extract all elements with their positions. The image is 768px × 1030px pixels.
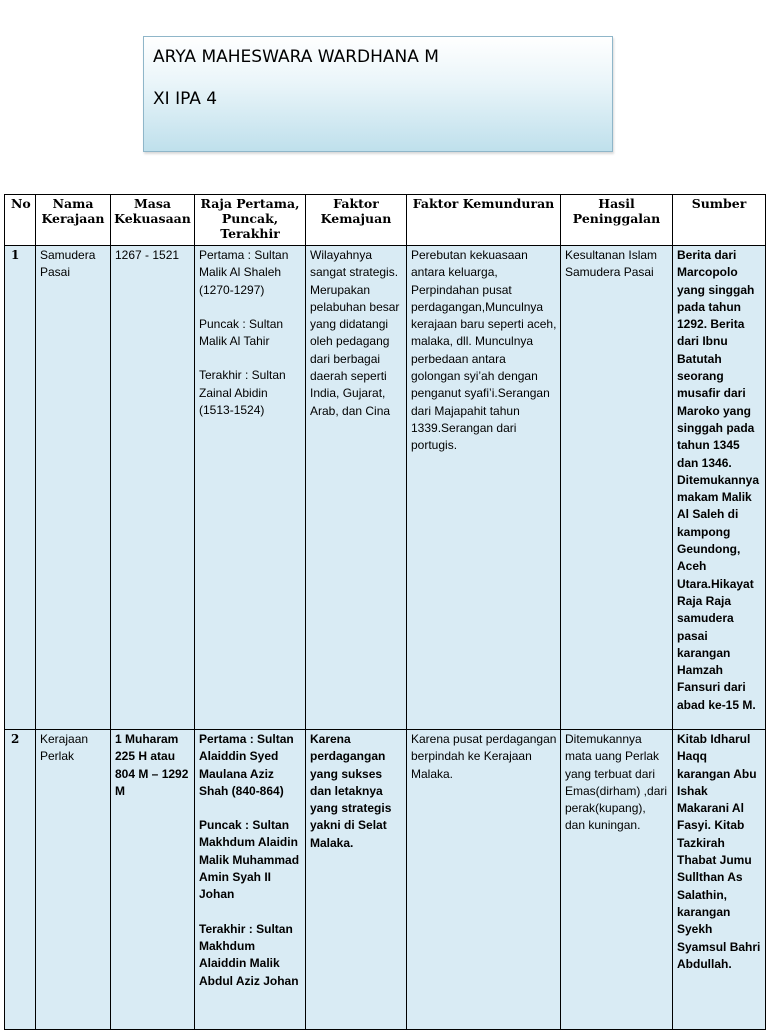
kingdom-table xyxy=(4,194,766,1030)
row-masa: 1267 - 1521 xyxy=(111,246,195,730)
raja-puncak: Puncak : Sultan Malik Al Tahir xyxy=(199,316,284,349)
raja-pertama: Pertama : Sultan Malik Al Shaleh (1270-1297) xyxy=(199,248,289,297)
col-header-sumber: Sumber xyxy=(673,195,766,246)
row-raja xyxy=(195,730,306,1030)
table-header-row xyxy=(5,195,766,246)
raja-pertama: Pertama : Sultan Alaiddin Syed Maulana Aziz Shah (840-864) xyxy=(199,732,294,798)
raja-terakhir: Terakhir : Sultan Makhdum Alaiddin Malik Abdul Aziz Johan xyxy=(199,921,299,988)
row-no: 1 xyxy=(5,246,36,730)
row-kemajuan: Karena perdagangan yang sukses dan letaknya yang strategis yakni di Selat Malaka. xyxy=(306,730,407,1030)
col-header-nama: Nama Kerajaan xyxy=(36,195,111,246)
row-nama: Samudera Pasai xyxy=(36,246,111,730)
col-header-peninggalan: Hasil Peninggalan xyxy=(561,195,673,246)
raja-terakhir: Terakhir : Sultan Zainal Abidin (1513-1524) xyxy=(199,368,286,418)
student-name: ARYA MAHESWARA WARDHANA M xyxy=(153,47,439,67)
col-header-kemajuan: Faktor Kemajuan xyxy=(306,195,407,246)
col-header-masa: Masa Kekuasaan xyxy=(111,195,195,246)
col-header-no: No xyxy=(5,195,36,246)
row-no: 2 xyxy=(5,730,36,1030)
student-class: XI IPA 4 xyxy=(153,89,218,109)
row-sumber: Berita dari Marcopolo yang singgah pada tahun 1292. Berita dari Ibnu Batutah seorang musafir dari Maroko yang singgah pada tahun 1345 dan 1346. Ditemukannya makam Malik Al Saleh di kampong Geundong, Aceh Utara.Hikayat Raja Raja samudera pasai karangan Hamzah Fansuri dari abad ke-15 M. xyxy=(673,246,766,730)
row-nama: Kerajaan Perlak xyxy=(36,730,111,1030)
row-kemajuan: Wilayahnya sangat strategis. Merupakan pelabuhan besar yang didatangi oleh pedagang dari berbagai daerah seperti India, Gujarat, Arab, dan Cina xyxy=(306,246,407,730)
row-kemunduran: Karena pusat perdagangan berpindah ke Kerajaan Malaka. xyxy=(407,730,561,1030)
raja-puncak: Puncak : Sultan Makhdum Alaidin Malik Muhammad Amin Syah II Johan xyxy=(199,818,300,902)
table-row xyxy=(5,246,766,730)
row-peninggalan: Kesultanan Islam Samudera Pasai xyxy=(561,246,673,730)
row-kemunduran: Perebutan kekuasaan antara keluarga, Perpindahan pusat perdagangan,Munculnya kerajaan baru seperti aceh, malaka, dll. Munculnya perbedaan antara golongan syi’ah dengan penganut syafi’i.Serangan dari Majapahit tahun 1339.Serangan dari portugis. xyxy=(407,246,561,730)
col-header-kemunduran: Faktor Kemunduran xyxy=(407,195,561,246)
row-raja xyxy=(195,246,306,730)
table-row xyxy=(5,730,766,1030)
row-sumber: Kitab Idharul Haqq karangan Abu Ishak Makarani Al Fasyi. Kitab Tazkirah Thabat Jumu Sullthan As Salathin, karangan Syekh Syamsul Bahri Abdullah. xyxy=(673,730,766,1030)
row-peninggalan: Ditemukannya mata uang Perlak yang terbuat dari Emas(dirham) ,dari perak(kupang), dan kuningan. xyxy=(561,730,673,1030)
header-box xyxy=(143,36,613,152)
row-masa: 1 Muharam 225 H atau 804 M – 1292 M xyxy=(111,730,195,1030)
col-header-raja: Raja Pertama, Puncak, Terakhir xyxy=(195,195,306,246)
